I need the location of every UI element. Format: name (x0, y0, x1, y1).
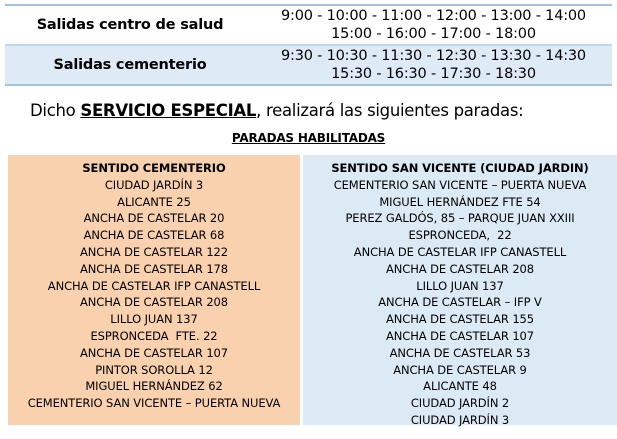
stop-item: ANCHA DE CASTELAR 107 (386, 328, 534, 343)
stop-item: ALICANTE 25 (117, 194, 191, 209)
schedule-row-cementerio (5, 44, 612, 84)
column-header: SENTIDO SAN VICENTE (CIUDAD JARDIN) (331, 161, 589, 175)
stop-item: ANCHA DE CASTELAR 20 (83, 211, 225, 226)
stop-item: ANCHA DE CASTELAR 68 (83, 228, 225, 243)
times-line-1: 9:00 - 10:00 - 11:00 - 12:00 - 13:00 - 14:00 (281, 8, 586, 24)
stop-item: CEMENTERIO SAN VICENTE – PUERTA NUEVA (333, 177, 587, 192)
stop-item: ANCHA DE CASTELAR 208 (386, 261, 534, 276)
stop-item: ANCHA DE CASTELAR IFP CANASTELL (353, 244, 567, 259)
paradas-title: PARADAS HABILITADAS (231, 131, 386, 145)
schedule-row-centro-salud (5, 6, 612, 44)
stop-item: MIGUEL HERNÁNDEZ FTE 54 (379, 194, 541, 209)
departure-label: Salidas cementerio (53, 57, 207, 73)
stop-item: ALICANTE 48 (423, 379, 497, 394)
stop-item: ANCHA DE CASTELAR 107 (80, 345, 228, 360)
times-line-2: 15:00 - 16:00 - 17:00 - 18:00 (331, 26, 536, 42)
stop-item: CIUDAD JARDÍN 3 (410, 412, 510, 427)
column-sentido-san-vicente (303, 155, 617, 425)
stop-item: ANCHA DE CASTELAR 122 (80, 244, 228, 259)
stop-item: ANCHA DE CASTELAR IFP CANASTELL (47, 278, 261, 293)
column-header: SENTIDO CEMENTERIO (82, 161, 226, 175)
stop-item: ANCHA DE CASTELAR 9 (393, 362, 527, 377)
stop-item: ANCHA DE CASTELAR – IFP V (378, 295, 542, 310)
stop-item: LILLO JUAN 137 (110, 312, 198, 327)
stop-item: ANCHA DE CASTELAR 53 (389, 345, 531, 360)
stop-list-san-vicente (303, 177, 617, 429)
stop-item: ANCHA DE CASTELAR 208 (80, 295, 228, 310)
stop-item: CEMENTERIO SAN VICENTE – PUERTA NUEVA (27, 396, 281, 411)
servicio-especial-highlight: SERVICIO ESPECIAL (80, 101, 257, 120)
stop-item: LILLO JUAN 137 (416, 278, 504, 293)
stop-item: CIUDAD JARDÍN 2 (410, 396, 510, 411)
stop-item: ESPRONCEDA, 22 (408, 228, 512, 243)
departure-schedule-table (5, 4, 612, 86)
stop-item: PINTOR SOROLLA 12 (95, 362, 213, 377)
stop-item: ESPRONCEDA FTE. 22 (90, 328, 218, 343)
stop-item: MIGUEL HERNÁNDEZ 62 (85, 379, 223, 394)
times-line-2: 15:30 - 16:30 - 17:30 - 18:30 (331, 66, 536, 82)
departure-times (255, 46, 612, 84)
stop-item: CIUDAD JARDÍN 3 (104, 177, 204, 192)
stop-item: ANCHA DE CASTELAR 178 (80, 261, 228, 276)
departure-times (255, 6, 612, 44)
departure-label: Salidas centro de salud (36, 17, 224, 33)
stop-item: ANCHA DE CASTELAR 155 (386, 312, 534, 327)
notice-suffix: , realizará las siguientes paradas: (256, 101, 524, 120)
notice-text (30, 101, 617, 120)
stop-item: PEREZ GALDÓS, 85 – PARQUE JUAN XXIII (345, 211, 575, 226)
stops-columns (8, 155, 617, 425)
times-line-1: 9:30 - 10:30 - 11:30 - 12:30 - 13:30 - 14:30 (281, 48, 586, 64)
stop-list-cementerio (8, 177, 300, 412)
column-sentido-cementerio (8, 155, 300, 425)
notice-prefix: Dicho (30, 101, 81, 120)
